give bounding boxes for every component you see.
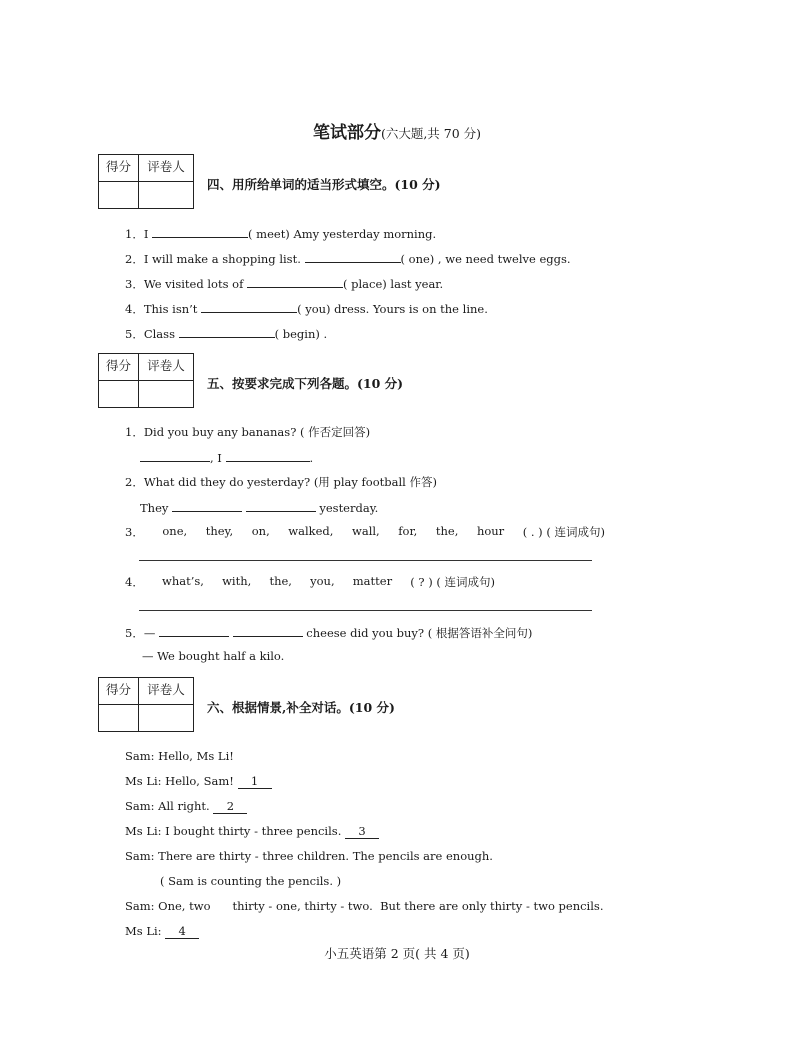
dialogue-blank[interactable]: 2	[213, 799, 247, 814]
answer-line[interactable]	[139, 610, 592, 611]
score-cell	[99, 182, 139, 208]
page-title	[0, 118, 794, 143]
grader-label: 评卷人	[139, 678, 193, 705]
dialogue-blank[interactable]: 4	[165, 924, 199, 939]
dialogue-line-1: Sam: Hello, Ms Li!	[125, 749, 234, 763]
q3-prompt: 3． one, they, on, walked, wall, for, the, hour ( . ) ( 连词成句)	[125, 524, 605, 539]
stage-direction: ( Sam is counting the pencils. )	[160, 874, 342, 888]
dialogue-line-5: Sam: There are thirty - three children. The pencils are enough.	[125, 849, 493, 863]
answer-line[interactable]	[139, 560, 592, 561]
q2-answer: They yesterday.	[140, 501, 379, 515]
dialogue-blank[interactable]: 1	[238, 774, 272, 789]
answer-blank[interactable]	[226, 449, 310, 462]
dialogue-line-7: Ms Li: 4	[125, 924, 199, 939]
answer-blank[interactable]	[172, 499, 242, 512]
section-5-heading: 五、按要求完成下列各题。(10 分)	[207, 376, 404, 391]
answer-blank[interactable]	[159, 624, 229, 637]
grader-cell	[139, 381, 193, 407]
title-sub: (六大题,共 70 分)	[380, 126, 482, 141]
dialogue-line-3: Sam: All right. 2	[125, 799, 247, 814]
q1-prompt: 1．Did you buy any bananas? ( 作否定回答)	[125, 425, 371, 439]
answer-blank[interactable]	[233, 624, 303, 637]
section-4-heading: 四、用所给单词的适当形式填空。(10 分)	[207, 177, 441, 192]
grader-label: 评卷人	[139, 155, 193, 182]
score-box	[98, 353, 194, 408]
score-box	[98, 677, 194, 732]
fill-item-1: 1．I ( meet) Amy yesterday morning.	[125, 227, 437, 241]
score-label: 得分	[99, 155, 139, 182]
answer-blank[interactable]	[201, 300, 297, 313]
dialogue-line-4: Ms Li: I bought thirty - three pencils. 3	[125, 824, 379, 839]
page-footer: 小五英语第 2 页( 共 4 页)	[324, 946, 470, 961]
answer-blank[interactable]	[247, 275, 343, 288]
score-label: 得分	[99, 678, 139, 705]
dialogue-blank[interactable]: 3	[345, 824, 379, 839]
answer-blank[interactable]	[152, 225, 248, 238]
fill-item-4: 4．This isn’t ( you) dress. Yours is on the line.	[125, 302, 488, 316]
fill-item-5: 5．Class ( begin) .	[125, 327, 328, 341]
q5-reply: — We bought half a kilo.	[142, 649, 285, 663]
dialogue-line-6: Sam: One, two thirty - one, thirty - two. But there are only thirty - two pencils.	[125, 899, 604, 913]
score-box	[98, 154, 194, 209]
fill-item-3: 3．We visited lots of ( place) last year.	[125, 277, 444, 291]
grader-cell	[139, 705, 193, 731]
q1-answer: , I .	[140, 449, 313, 465]
answer-blank[interactable]	[179, 325, 275, 338]
answer-blank[interactable]	[305, 250, 401, 263]
grader-cell	[139, 182, 193, 208]
score-cell	[99, 381, 139, 407]
answer-blank[interactable]	[246, 499, 316, 512]
q4-prompt: 4． what’s, with, the, you, matter ( ? ) ( 连词成句)	[125, 574, 495, 589]
title-main: 笔试部分	[312, 123, 381, 143]
score-cell	[99, 705, 139, 731]
grader-label: 评卷人	[139, 354, 193, 381]
answer-blank[interactable]	[140, 449, 210, 462]
dialogue-line-2: Ms Li: Hello, Sam! 1	[125, 774, 272, 789]
fill-item-2: 2．I will make a shopping list. ( one) , we need twelve eggs.	[125, 252, 571, 266]
section-6-heading: 六、根据情景,补全对话。(10 分)	[207, 700, 395, 715]
score-label: 得分	[99, 354, 139, 381]
q2-prompt: 2．What did they do yesterday? (用 play football 作答)	[125, 475, 437, 489]
q5-prompt: 5．— cheese did you buy? ( 根据答语补全问句)	[125, 626, 533, 640]
